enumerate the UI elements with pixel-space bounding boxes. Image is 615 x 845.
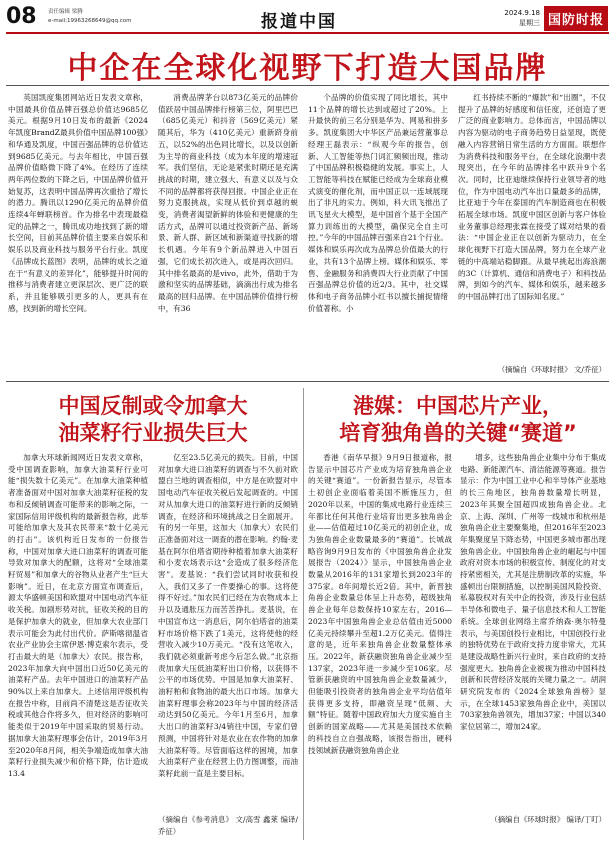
article1-byline: （摘编自《环球时报》 文/乔征） <box>497 365 606 374</box>
article1-column-2 <box>158 92 298 377</box>
page-header <box>6 5 609 31</box>
article3-column-2 <box>460 452 606 814</box>
article3-byline: （摘编自《环球时报》 编译/丁叮） <box>490 815 606 824</box>
article3-col1-text: 香港《南华早报》9月9日报道称，报告显示中国芯片产业成为培育独角兽企业的关键“赛道”。一份新报告显示，尽管本土初创企业面临着美国不断施压力，但2020年以来，中国的集成电路行业连续三年都比任何其他行业培育出更多独角兽企业——估值超过10亿美元的初创企业，成为独角兽企业数量最多的“赛道”。长城战略咨询9月9日发布的《中国独角兽企业发展报告（2024）》显示，中国独角兽企业数量从2016年的131家增长到2023年的375家。8年间增长近2倍。其中，新晋独角兽企业数量总体呈上升态势，超级独角兽企业每年总数保持10家左右，2016—2023年中国独角兽企业总估值由近5000亿美元持续攀升至超1.2万亿美元。值得注意的是，近年来独角兽企业数量整体承压。2022年，新获融资独角兽企业减少至137家，2023年进一步减少至106家。尽管新获融资的中国独角兽企业数量减少，但能吸引投资者的独角兽企业平均估值年获得更多支持，即融资呈现“低频、大额”特征。随着中国政府加大力度实施自主创新的国家战略——尤其是美国技术依赖的科技自立自强战略，该报告指出，硬科技领域新获融资独角兽企业 <box>308 453 452 755</box>
article2-column-1 <box>8 452 148 837</box>
article1-column-4 <box>458 92 606 364</box>
date-text: 2024.9.18 <box>504 9 540 17</box>
article1-column-3 <box>308 92 448 377</box>
editor-email: e-mail:19963268649@qq.com <box>48 18 132 24</box>
header-divider <box>6 32 609 34</box>
article3-col2-text: 增多，这些独角兽企业集中分布于集成电路、新能源汽车、清洁能源等赛道。报告显示：作为中国工业中心和半导体产业基地的长三角地区，独角兽数量增长明显，2023年其聚全国超四成独角兽企业。北京、上海、深圳、广州等一线城市和杭州是独角兽企业主要聚集地，但2016年至2023年集聚度呈下降态势，中国更多城市都出现独角兽企业。中国独角兽企业的崛起与中国政府对资本市场的积极宣传、制度化的对支持紧密相关，尤其是注册制改革的实施，华盛顿出台限制措施，以控制美国风险投资、私募股权对有关中企的投资，涉及行业包括半导体和微电子、量子信息技术和人工智能系统。全球创业网络主席乔纳森·奥尔特曼表示，与美国创投行业相比，中国创投行业的独特优势在于政府支持力度非常大，尤其是建设战略性新兴行业时，来自政府的支持强度更大。独角兽企业被视为推动中国科技创新和民营经济发展的关键力量之一。胡润研究院发布的《2024全球独角兽榜》显示，在全球1453家独角兽企业中，美国以703家独角兽领先，增加37家；中国以340家位居第二，增加24家。 <box>460 453 606 732</box>
article1-headline: 中企在全球化视野下打造大国品牌 <box>67 51 548 86</box>
issue-date <box>496 8 540 28</box>
article2-col1-text: 加拿大环球新闻网近日发表文章称，受中国调查影响，加拿大油菜籽行业可能“损失数十亿美元”。在加拿大油菜种植者准备面对中国对加拿大油菜籽征税的发布和反倾销调查可能带来的影响之际，一家国际信用评级机构的最新报告称，此举可能给加拿大及其农民带来“数十亿美元的打击”。该机构近日发布的一份报告称，中国对加拿大进口油菜籽的调查可能导致对加拿大的配额，这将对“全球油菜籽贸易”和加拿大的谷物从业者产生“巨大影响”。近日，在北京方面宣布调查后，源太华盛顿美国和欧盟对中国电动汽车征收关税。加剧形势对抗，征收关税的目的是保护加拿大的就业，但加拿大农业部门表示可能会为此付出代价。萨斯喀彻温省农业产业协会主席伊恩·博克索尔表示，受打击最大的是（加拿大）农民。报告称，2023年加拿大向中国出口近50亿美元的油菜籽产品。去年中国进口的油菜籽产品90%以上来自加拿大。上述信用评级机构在报告中称，目前尚不清楚这是否征收关税或其他合作将多久，但对经济的影响可能类似于2019年中国采取的贸易行动。据加拿大油菜籽理事会估计，2019年3月至2020年8月间，相关争端造成加拿大油菜籽行业损失减少和价格下降，估计造成13.4 <box>8 453 148 778</box>
article3-headline-line1: 港媒：中国芯片产业， <box>353 394 563 418</box>
article1-column-1 <box>8 92 148 377</box>
editor-info <box>48 8 131 26</box>
article1-col3-text: 个品牌的价值实现了同比增长，其中11个品牌的增长达到或超过了20%。上升最快的前三名分别是华为、网易和拼多多。凯度集团大中华区产品兼运营董事总经理王磊表示：“纵观今年的报告，创新、人工智能等热门词汇频频出现，推动了中国品牌积极稳健的发展。事实上，人工智能等科技在赋能已经成为全球商业模式演变的催化剂，而中国正以一连域展现出了非凡的实力。例如，科大讯飞推出了讯飞星火大模型，是中国首个基于全国产算力训练出的大模型，确保完全自主可控。”今年的中国品牌百强来自21个行业。媒体和娱乐再次成为品牌总价值最大的行业，共有13个品牌上榜。媒体和娱乐、零售、金融服务和消费四大行业贡献了中国百强品牌总价值的近2/3。其中，社交媒体和电子商务品牌小红书以擅长捕捉情绪价值著称。小 <box>308 93 448 313</box>
article2-headline-line1: 中国反制或令加拿大 <box>58 394 248 418</box>
newspaper-logo: 国防时报 <box>544 6 608 31</box>
column-divider <box>303 388 304 840</box>
article2-byline: （摘编自《参考消息》 文/高雪 鑫莱 编译/乔征） <box>158 815 298 836</box>
article2-headline <box>8 393 298 447</box>
article2-column-2 <box>158 452 298 814</box>
article3-headline <box>308 393 608 447</box>
page-number: 08 <box>6 4 37 29</box>
article1-col2-text: 消费品牌茅台以873亿美元的品牌价值跃居中国品牌排行榜第三位，阿里巴巴（685亿美元）和抖音（569亿美元）紧随其后，华为（410亿美元）重新跻身前五，以52%的出色同比增长，以及以创新为主导的商业科技（成为本年度的增速冠军。我们坚信，无论是紧张时期还是充满挑战的时期，建立强大、有意义以及与众不同的品牌都将获得回报。中国企业正在努力克服挑战，实现从低价到卓越的蜕变，消费者渴望新鲜的体验和更健康的生活方式，品牌可以通过投资新产品、新场景、新人群、新区域和新渠道寻找新的增长机遇。今年有9个新品牌进入中国百强，它们成长初次进入，或是再次回归。其中排名最高的是vivo，此外，借助于为激和坚实的品牌基础，滴滴出行成为排名最高的回归品牌。在中国品牌价值排行榜中，有36 <box>158 93 298 313</box>
article3-headline-line2: 培育独角兽的关键“赛道” <box>339 421 577 445</box>
article1-col4-text: 红书持续不断的“爆款”和“出圈”，不仅提升了品牌的好感度和信任度，还创造了更广泛的商业影响力。总体而言，中国品牌以内容为驱动的电子商务趋势日益显现，既使融入内容营销日常生活的方方面面。联想作为消费科技和服务平台，在全球化浪潮中表现突出，在今年的品牌排名中跃升9个名次。同时，比亚迪继续保持行业领导者的地位，作为中国电动汽车出口量最多的品牌，比亚迪于今年在泰国的汽车制造商也在积极拓展全球市场。凯度中国区创新与客户体验业务董事总经理张霖在接受了媒对结果的看法：“中国企业正在以创新为驱动力，在全球化视野下打造大国品牌，努力在全球产业链的中高端站稳脚跟。从最早挑起出海浪潮的3C（计算机、通信和消费电子）和科技品牌，到如今的汽车、媒体和娱乐，越来越多的中国品牌打出了国际知名度。” <box>458 93 606 301</box>
article3-column-1 <box>308 452 452 837</box>
headline-divider <box>6 85 609 86</box>
article2-col2-text: 亿至23.5亿美元的损失。目前，中国对加拿大进口油菜籽的调查与不久前对欧盟白兰地的调查相似，中方是在欧盟对中国电动汽车征收关税后发起调查的。中国对从加拿大进口的油菜籽进行新的反倾销调查，在经济和环境挑战之日全面展开。有的另一年里，这加大（加拿大）农民们正准备面对这一调查的潜在影响。约翰·麦基在阿尔伯塔省期待种植着加拿大油菜籽和小麦农场表示这“会造成了很多经济危害”。麦基说：“我们尝试同时收获和投入，我们又多了一件要操心的事。这将使得不好过。”加农民们已经在为农物成本上升以及通胀压力而苦苦挣扎。麦基说，在中国宣布这一消息后，阿尔伯塔省的油菜籽市场价格下跌了1美元，这将使他的经营收入减少10万美元。“没有这笔收入，我们就必须重新考虑今后怎么做。”北京指责加拿大压低油菜籽出口价格，以获得不公平的市场优势。中国是加拿大油菜籽、油籽粕和食物油的最大出口市场。加拿大油菜籽理事会称2023年与中国的经济活动达到50亿美元。今年1月至6月，加拿大出口的油菜籽3/4销往中国，专家们曾预测，中国将针对是农业在农作物的加拿大油菜籽等。尽管面临这样的困境，加拿大油菜籽产业在经营上仍力图调整，而油菜籽此前一直是主要目标。 <box>158 453 298 778</box>
section-title: 报道中国 <box>261 12 337 32</box>
section-divider <box>6 381 609 382</box>
editor-name: 责任编辑 梁腾 <box>48 9 83 15</box>
article1-col1-text: 英国凯度集团网站近日发表文章称，中国最具价值品牌百强总价值达9685亿美元。根据9月10日发布的最新《2024年凯度BrandZ最具价值中国品牌100强》和华通及凯度，中国百强品牌的总价值达到9685亿美元。与去年相比，中国百强品牌价值略微下降了4%。在经历了连续两年两位数的下降之后，中国品牌价值开始复苏，这表明中国品牌再次重拾了增长的潜力。腾讯以1290亿美元的品牌价值连续4年蝉联榜首。作为排名中表现最稳定的品牌之一，腾讯成功地找到了新的增长空间，目前其品牌价值主要来自娱乐和娱乐以及商业科技与服务平台行业。凯度《品牌成长蓝图》表明，品牌的成长之道在于“有意义的差异化”，能够提升时间的推移与消费者建立更深层次、更广泛的联系，并且能够吸引更多的人，更具有在感，找到新的增长空间。 <box>8 93 148 313</box>
article2-headline-line2: 油菜籽行业损失巨大 <box>58 421 248 445</box>
weekday-text: 星期三 <box>519 19 540 27</box>
